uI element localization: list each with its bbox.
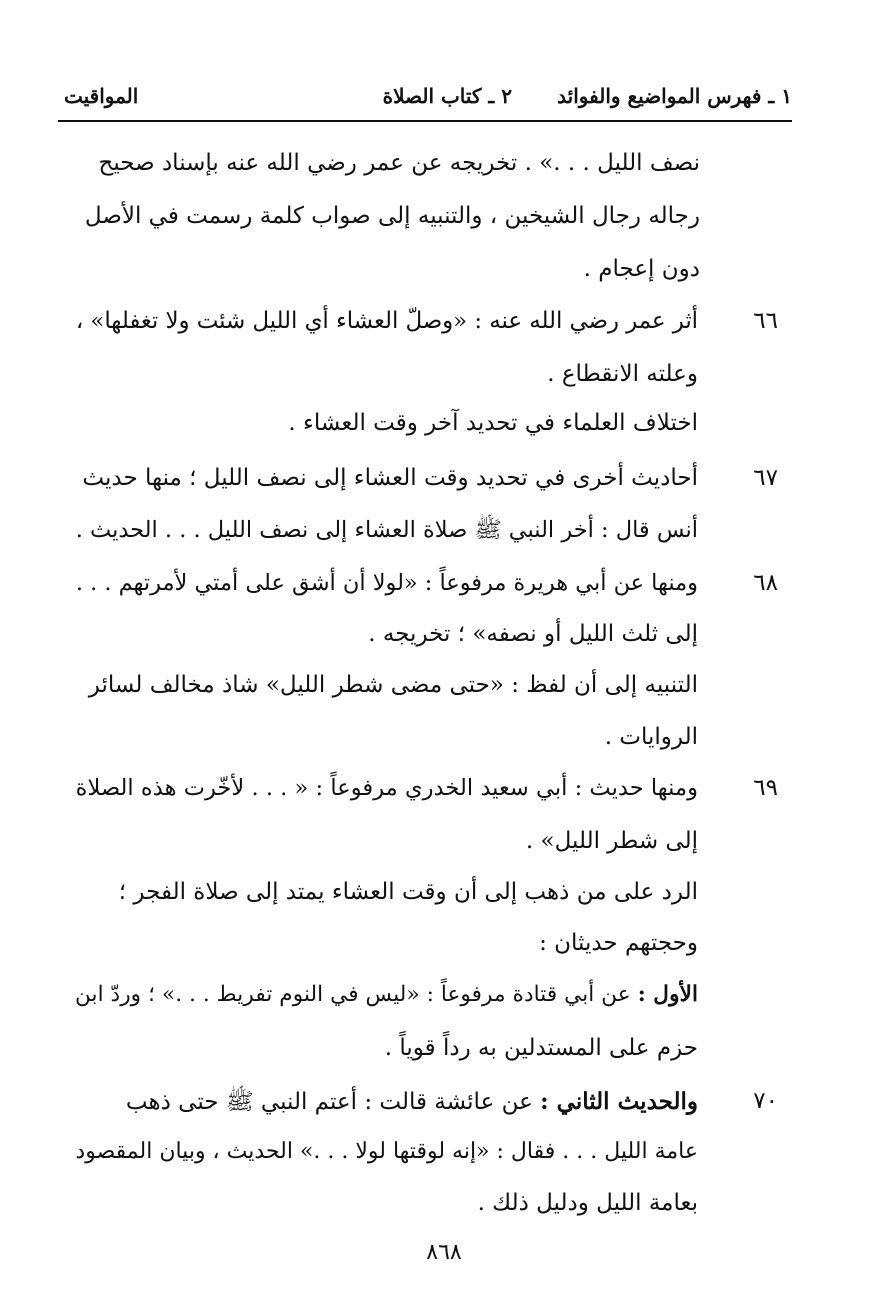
header-section-title: المواقيت [64, 84, 139, 108]
text-line: بعامة الليل ودليل ذلك . [477, 1190, 698, 1216]
running-header [58, 78, 792, 122]
text-line [75, 982, 698, 1008]
text-line: ومنها عن أبي هريرة مرفوعاً : «لولا أن أشق على أمتي لأمرتهم . . . [75, 570, 698, 596]
text-line: أحاديث أخرى في تحديد وقت العشاء إلى نصف الليل ؛ منها حديث [82, 465, 698, 491]
text-line: حزم على المستدلين به رداً قوياً . [384, 1035, 698, 1061]
text-line [126, 1088, 698, 1117]
entry-number: ٧٠ [753, 1088, 778, 1114]
text-line: إلى شطر الليل» . [525, 828, 698, 854]
text-line: أنس قال : أخر النبي ﷺ صلاة العشاء إلى نصف الليل . . . الحديث . [75, 517, 698, 543]
text-line: أثر عمر رضي الله عنه : «وصلّ العشاء أي الليل شئت ولا تغفلها» ، [75, 308, 698, 334]
text-line: إلى ثلث الليل أو نصفه» ؛ تخريجه . [368, 621, 698, 647]
header-book-title: ٢ ـ كتاب الصلاة [382, 84, 512, 108]
text-line: وحجتهم حديثان : [539, 930, 698, 956]
text-line: الرد على من ذهب إلى أن وقت العشاء يمتد إلى صلاة الفجر ؛ [118, 879, 698, 905]
text-line: الروايات . [604, 724, 698, 750]
text-line: نصف الليل . . .» . تخريجه عن عمر رضي الله عنه بإسناد صحيح [98, 150, 700, 176]
text-line: وعلته الانقطاع . [547, 361, 698, 387]
text-line-part: عن أبي قتادة مرفوعاً : «ليس في النوم تفريط . . .» ؛ وردّ ابن [74, 982, 631, 1007]
header-index-title: ١ ـ فهرس المواضيع والفوائد [557, 84, 792, 108]
page-number: ٨٦٨ [426, 1240, 462, 1265]
text-line: رجاله رجال الشيخين ، والتنبيه إلى صواب كلمة رسمت في الأصل [84, 203, 700, 229]
text-line: عامة الليل . . . فقال : «إنه لوقتها لولا . . .» الحديث ، وبيان المقصود [75, 1139, 698, 1164]
bold-label-second: والحديث الثاني : [540, 1088, 698, 1115]
entry-number: ٦٦ [753, 308, 778, 334]
text-line: التنبيه إلى أن لفظ : «حتى مضى شطر الليل» شاذ مخالف لسائر [88, 672, 698, 698]
entry-number: ٦٩ [753, 775, 778, 801]
entry-number: ٦٧ [753, 465, 778, 491]
entry-number: ٦٨ [753, 570, 778, 596]
text-line: دون إعجام . [583, 256, 700, 282]
text-line-part: عن عائشة قالت : أعتم النبي ﷺ حتى ذهب [125, 1089, 533, 1115]
text-line: ومنها حديث : أبي سعيد الخدري مرفوعاً : « . . . لأخّرت هذه الصلاة [75, 775, 698, 801]
text-line: اختلاف العلماء في تحديد آخر وقت العشاء . [288, 410, 698, 436]
bold-label-first: الأول : [637, 982, 698, 1007]
